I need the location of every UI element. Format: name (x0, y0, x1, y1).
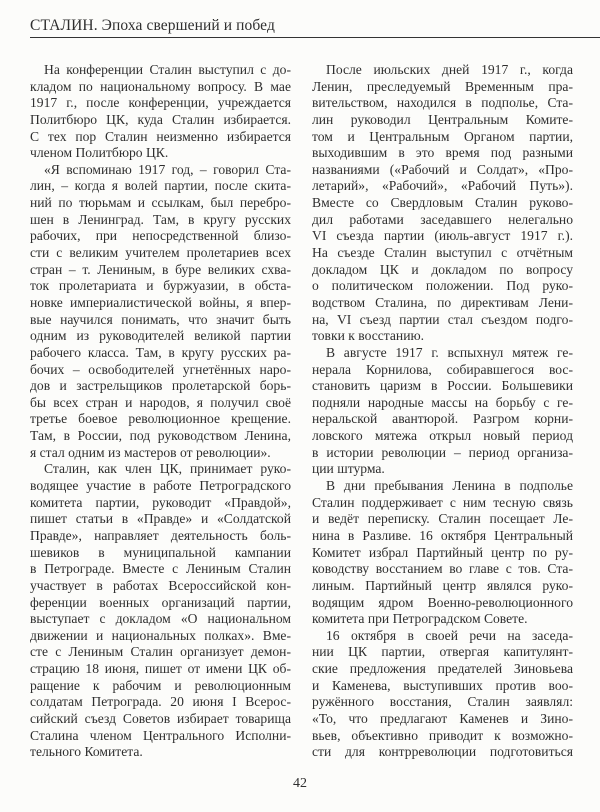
text-line: «То, что предлагают Каменев и Зино- (312, 710, 573, 726)
text-line: сти для контрреволюции подготовиться (312, 744, 573, 760)
text-line: сийский съезд Советов избирает товарища (30, 710, 291, 726)
text-line: в истории революции – период организа- (312, 444, 573, 460)
text-line: ружённого восстания, Сталин заявлял: (312, 694, 573, 710)
text-line: солдатам Петрограда. 20 июня I Всерос- (30, 694, 291, 710)
text-line: Комитет избрал Партийный центр по ру- (312, 544, 573, 560)
text-line: шен в Ленинград. Там, в кругу русских (30, 211, 291, 227)
text-line: стран – т. Лениным, в буре великих схва- (30, 261, 291, 277)
text-line: VI съезда партии (июль-август 1917 г.). (312, 228, 573, 244)
text-line: На съезде Сталин выступил с отчётным (312, 245, 573, 261)
text-line: нина в Разливе. 16 октября Центральный (312, 527, 573, 543)
text-line: новке империалистической войны, я впер- (30, 294, 291, 310)
paragraph (30, 461, 291, 761)
text-line: 1917 г., после конференции, учреждается (30, 95, 291, 111)
text-line: нерала Корнилова, собиравшегося вос- (312, 361, 573, 377)
text-line: ток пролетариата и буржуазии, в обста- (30, 278, 291, 294)
paragraph (312, 478, 573, 628)
text-line: бочих – освободителей угнетённых наро- (30, 361, 291, 377)
text-line: комитета партии, руководит «Правдой», (30, 494, 291, 510)
text-line: товки к восстанию. (312, 328, 425, 344)
text-line: пишет статьи в «Правде» и «Солдатской (30, 511, 291, 527)
text-line: вьев, объективно приводит к возможно- (312, 727, 573, 743)
text-line: На конференции Сталин выступил с до- (44, 62, 291, 77)
text-line: Вместе со Свердловым Сталин руково- (312, 195, 573, 211)
text-line: том и Центральным Органом партии, (312, 128, 573, 144)
text-line: Там, в России, под руководством Ленина, (30, 428, 291, 444)
text-line: Сталина членом Центрального Исполни- (30, 727, 291, 743)
text-line: и Каменева, выступивших против воо- (312, 677, 573, 693)
text-line: участвует в работах Всероссийской кон- (30, 577, 291, 593)
header-rule (30, 37, 600, 38)
text-line: сте с Лениным Сталин организует демон- (30, 644, 291, 660)
text-line: лин руководил Центральным Комите- (312, 111, 573, 127)
running-title: СТАЛИН. Эпоха свершений и побед (30, 17, 275, 34)
text-line: дил работами заседавшего нелегально (312, 211, 573, 227)
text-line: водящее участие в работе Петроградского (30, 478, 291, 494)
text-line: вые научился понимать, что значит быть (30, 311, 291, 327)
text-line: одним из руководителей великой партии (30, 328, 291, 344)
text-line: Политбюро ЦК, куда Сталин избирается. (30, 111, 291, 127)
text-line: линым. Партийный центр являлся руко- (312, 577, 573, 593)
text-line: неральской авантюрой. Разгром корни- (312, 411, 573, 427)
text-line: Правде», направляет деятельность боль- (30, 527, 291, 543)
text-line: ководству восстанием во главе с тов. Ста- (312, 561, 573, 577)
text-line: сти с великим учителем пролетариев всех (30, 245, 291, 261)
text-line: ращение к рабочим и революционным (30, 677, 291, 693)
text-line: После июльских дней 1917 г., когда (326, 62, 573, 77)
paragraph (30, 162, 291, 462)
page-number: 42 (293, 776, 307, 791)
text-line: рабочих, при непосредственной близо- (30, 228, 291, 244)
text-line: кладом по национальному вопросу. В мае (30, 78, 291, 94)
text-line: дов и застрельщиков пролетарской борь- (30, 378, 291, 394)
text-line: бы всех стран и народов, я получил своё (30, 394, 291, 410)
text-line: Сталин, как член ЦК, принимает руко- (44, 461, 291, 477)
text-line: 16 октября в своей речи на заседа- (326, 627, 573, 643)
text-line: я стал одним из мастеров от революции». (30, 444, 271, 460)
text-line: ции штурма. (312, 461, 385, 477)
text-line: летарий», «Рабочий», «Рабочий Путь»). (312, 178, 573, 194)
text-line: шевиков в муниципальной кампании (30, 544, 291, 560)
text-line: ференции военных организаций партии, (30, 594, 291, 610)
text-line: Ленин, преследуемый Временным пра- (312, 78, 573, 94)
text-line: ловского мятежа открыл новый период (312, 428, 573, 444)
text-line: и ведёт переписку. Сталин посещает Ле- (312, 511, 573, 527)
text-line: членом Политбюро ЦК. (30, 145, 169, 161)
text-line: выходившим в это время под разными (312, 145, 573, 161)
text-line: движении и национальных полках». Вме- (30, 627, 291, 643)
text-line: докладом ЦК и докладом по вопросу (312, 261, 573, 277)
text-line: подняли народные массы на борьбу с ге- (312, 394, 573, 410)
text-line: выступает с докладом «О национальном (30, 611, 291, 627)
paragraph (312, 345, 573, 478)
text-line: о политическом положении. Под руко- (312, 278, 573, 294)
text-line: третье боевое революционное крещение. (30, 411, 291, 427)
text-line: водством Сталина, по директивам Лени- (312, 294, 573, 310)
text-line: страцию 18 июня, пишет от имени ЦК об- (30, 661, 291, 677)
text-line: рабочего класса. Там, в кругу русских ра- (30, 344, 291, 360)
text-line: вительством, находился в подполье, Ста- (312, 95, 573, 111)
text-line: водящим ядром Военно-революционного (312, 594, 573, 610)
text-line: ний по тюрьмам и ссылкам, был перебро- (30, 195, 291, 211)
text-line: лин, – когда я волей партии, после скита- (30, 178, 291, 194)
text-line: тельного Комитета. (30, 744, 143, 760)
text-line: на, VI съезд партии стал съездом подго- (312, 311, 573, 327)
text-line: в Петрограде. Вместе с Лениным Сталин (30, 561, 291, 577)
text-line: названиями («Рабочий и Солдат», «Про- (312, 161, 573, 177)
text-line: комитета при Петроградском Совете. (312, 611, 528, 627)
text-line: С тех пор Сталин неизменно избирается (30, 128, 291, 144)
text-line: Сталин поддерживает с ним тесную связь (312, 494, 573, 510)
text-line: ские предложения предателей Зиновьева (312, 661, 573, 677)
text-line: В дни пребывания Ленина в подполье (326, 478, 573, 494)
text-line: нии ЦК партии, отвергая капитулянт- (312, 644, 573, 660)
paragraph (30, 62, 291, 162)
text-line: В августе 1917 г. вспыхнул мятеж ге- (326, 344, 573, 360)
text-line: «Я вспоминаю 1917 год, – говорил Ста- (44, 161, 291, 177)
text-column-left (30, 62, 291, 761)
text-column-right (312, 62, 573, 761)
text-line: становить царизм в России. Большевики (312, 378, 573, 394)
paragraph (312, 628, 573, 761)
paragraph (312, 62, 573, 345)
